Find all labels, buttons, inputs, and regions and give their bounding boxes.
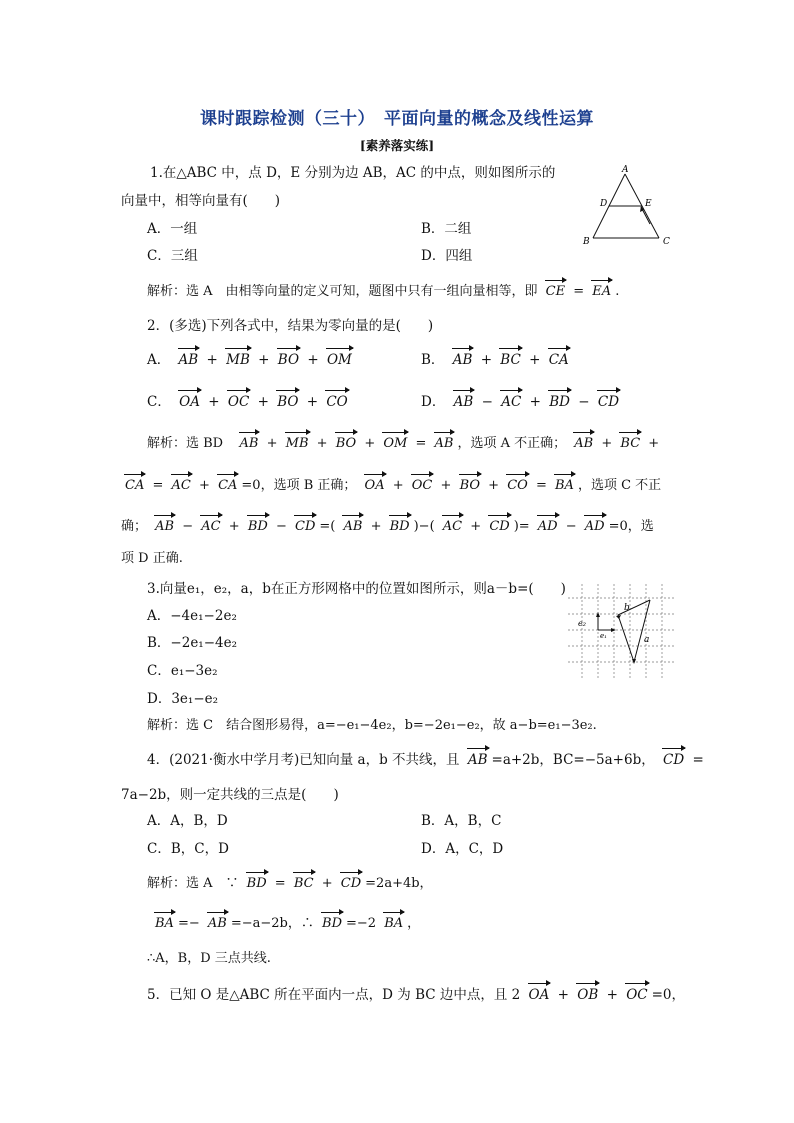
vector: BD [245,874,269,894]
plus: + [364,436,376,451]
vector: BA [153,914,176,934]
q1-solution [147,282,619,302]
plus: + [208,394,220,410]
q3-option-c: C．e₁−3e₂ [147,663,218,679]
option-label: A． [147,352,171,368]
q3-stem: 3.向量e₁，e₂，a，b在正方形网格中的位置如图所示，则a－b=( ) [147,581,566,597]
q2-option-b [421,350,573,370]
text: =0， [651,987,685,1003]
q3-option-d: D．3e₁−e₂ [147,691,219,707]
label-b: B [583,237,590,247]
vector: AC [199,517,222,537]
minus: − [565,519,577,534]
q4-option-b: B．A，B，C [421,813,502,829]
vector: BO [458,476,482,496]
vector: CA [216,476,239,496]
vector: CA [548,352,569,368]
vector-ea: EA [590,282,613,302]
vector: BD [388,517,412,537]
period: . [615,284,620,299]
vector: MB [226,352,250,368]
equals: = [152,478,164,493]
option-label: B． [421,352,445,368]
q2-solution-line1 [147,434,659,454]
equals: = [274,876,286,891]
vector: AD [583,517,607,537]
vector: BD [246,517,270,537]
vector: BO [277,394,299,410]
q2-solution-line2 [121,476,661,496]
page-title: 课时跟踪检测（三十） 平面向量的概念及线性运算 [200,109,594,129]
plus: + [307,352,319,368]
vector: AC [170,476,193,496]
plus: + [470,519,482,534]
text: =2a+4b， [365,876,433,891]
vector: AB [238,434,261,454]
vector-cd: CD [663,752,685,768]
label-b: b [624,603,630,613]
plus: + [488,478,500,493]
plus: + [228,519,240,534]
vector-ab: AB [467,752,488,768]
option-label: D． [421,394,446,410]
minus: − [481,394,493,410]
q3-option-b: B．−2e₁−4e₂ [147,635,238,651]
vector: AB [341,517,364,537]
vector: BO [277,352,300,368]
plus: + [557,987,569,1003]
equals-sign: = [573,284,585,299]
vector: BA [553,476,576,496]
plus: + [321,876,333,891]
vector: CD [293,517,317,537]
plus: + [199,478,210,493]
vector: OM [326,352,352,368]
vector: BA [382,914,405,934]
vector: OC [227,394,250,410]
q4-solution-line2 [151,914,420,934]
vector: OA [528,987,550,1003]
text: =0，选 [608,519,654,534]
plus: + [266,436,278,451]
equals: = [415,436,427,451]
vector: BO [334,434,358,454]
vector: AB [572,434,595,454]
q2-solution-line3: 确； AB − AC + BD − CD =( AB + BD )−( AC + CD )= AD − AD =0，选 [121,517,654,537]
plus: + [529,352,541,368]
plus: + [440,478,452,493]
text: ，选项 C 不正 [577,478,662,493]
q3-grid-figure [568,584,674,680]
plus: + [306,394,319,410]
plus: + [480,352,492,368]
text: 4．(2021·衡水中学月考)已知向量 a，b 不共线，且 [147,752,460,768]
minus: − [182,519,194,534]
vector: BC [500,352,521,368]
plus: + [648,436,660,451]
text: =a+2b，BC=−5a+6b， [491,752,655,768]
vector: BD [549,394,570,410]
plus: + [316,436,328,451]
text: = [692,752,704,768]
plus: + [258,352,270,368]
text: =− [177,916,200,931]
vector: AB [433,434,456,454]
vector-ce: CE [544,282,567,302]
vector: OC [626,987,648,1003]
q4-option-a: A．A，B，D [147,813,228,829]
label-e1: e₁ [600,632,607,640]
vector: AB [206,914,229,934]
q2-option-a [147,350,356,370]
minus: − [578,394,590,410]
minus: − [275,519,287,534]
vector: CO [505,476,530,496]
vector: AB [178,352,199,368]
vector: AC [441,517,464,537]
q2-option-d [421,392,623,412]
q2-stem: 2．(多选)下列各式中，结果为零向量的是( ) [147,318,434,334]
text: ， [407,916,421,931]
label-c: C [663,237,670,247]
vector: CO [326,394,348,410]
q4-stem-line1 [147,750,704,770]
q1-triangle-figure [575,162,685,252]
vector: OA [363,476,387,496]
q2-option-c [147,392,352,412]
vector: OC [410,476,435,496]
plus: + [529,394,541,410]
vector: OA [179,394,200,410]
q1-option-b: B．二组 [421,221,472,237]
text: 5．已知 O 是△ABC 所在平面内一点，D 为 BC 边中点，且 2 [147,987,521,1003]
vector: CD [339,874,363,894]
label-d: D [600,199,608,209]
vector: BC [292,874,316,894]
vector: AC [501,394,522,410]
label-a: A [622,165,629,175]
plus: + [257,394,269,410]
vector: CA [123,476,146,496]
plus: + [601,436,613,451]
vector: MB [284,434,311,454]
vector: CD [487,517,511,537]
vector: OB [577,987,599,1003]
plus: + [392,478,404,493]
option-label: C． [147,394,171,410]
q4-stem-line2: 7a−2b，则一定共线的三点是( ) [121,787,339,803]
text: =0，选项 B 正确； [241,478,357,493]
vector: AB [453,394,474,410]
solution-label: 解析：选 BD [147,436,224,451]
q4-option-d: D．A，C，D [421,841,504,857]
label-a: a [644,635,650,645]
vector: AD [536,517,560,537]
q4-option-c: C．B，C，D [147,841,229,857]
q1-option-c: C．三组 [147,248,198,264]
text: 解析：选 A ∵ [147,876,239,891]
text: 确； [121,519,148,534]
vector: BD [320,914,344,934]
label-e: E [645,199,652,209]
plus: + [606,987,618,1003]
q1-solution-text: 解析：选 A 由相等向量的定义可知，题图中只有一组向量相等，即 [147,284,538,299]
vector: OM [381,434,409,454]
vector: BC [618,434,642,454]
plus: + [206,352,218,368]
q1-stem-line2: 向量中，相等向量有( ) [121,193,281,209]
q5-stem [147,985,685,1005]
q1-stem-line1: 1.在△ABC 中，点 D，E 分别为边 AB，AC 的中点，则如图所示的 [150,165,556,181]
equals: = [535,478,547,493]
label-e2: e₂ [578,619,586,628]
vector: AB [153,517,176,537]
q4-solution-line1 [147,874,433,894]
text: =−a−2b，∴ [230,916,314,931]
plus: + [370,519,382,534]
vector: AB [452,352,473,368]
q3-solution: 解析：选 C 结合图形易得，a=−e₁−4e₂，b=−2e₁−e₂，故 a−b=e₁−3e₂. [147,718,597,733]
q4-solution-line3: ∴A，B，D 三点共线. [147,951,271,966]
section-subtitle: [素养落实练] [359,138,435,153]
vector: CD [597,394,620,410]
q1-option-a: A．一组 [147,221,198,237]
q3-option-a: A．−4e₁−2e₂ [147,608,237,624]
text: =−2 [346,916,377,931]
q1-option-d: D．四组 [421,248,473,264]
text: ，选项 A 不正确； [457,436,567,451]
q2-solution-line4: 项 D 正确. [121,551,183,566]
